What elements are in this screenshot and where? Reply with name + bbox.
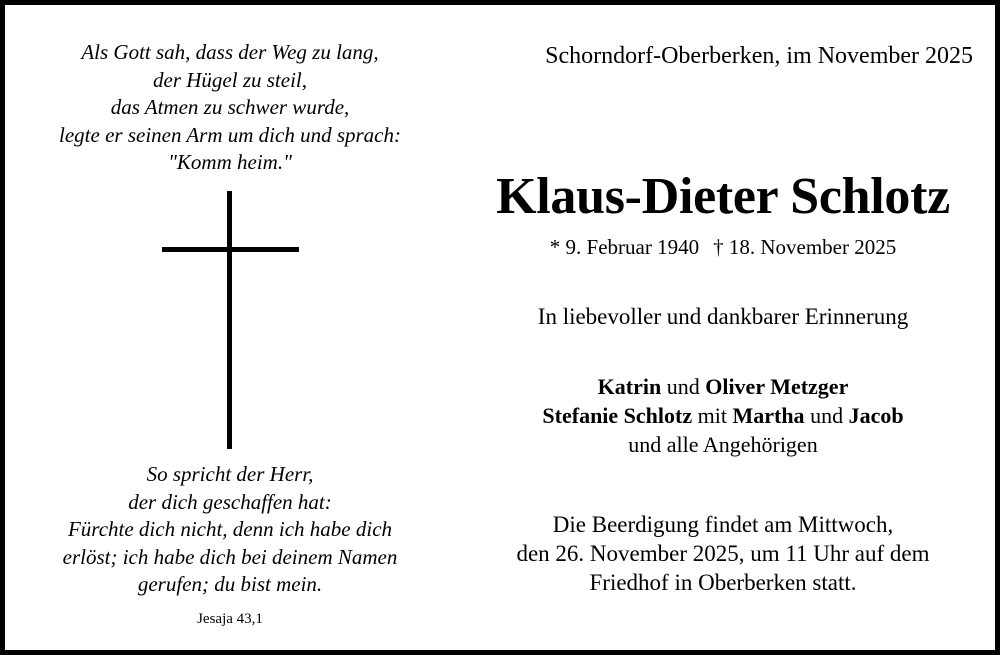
bible-verse: [15, 461, 445, 629]
funeral-line: den 26. November 2025, um 11 Uhr auf dem: [516, 541, 930, 566]
mourners: [463, 372, 983, 459]
bible-verse-line: So spricht der Herr,: [146, 462, 314, 486]
poem-top-line: der Hügel zu steil,: [153, 67, 307, 92]
funeral-info: [463, 510, 983, 597]
remembrance-text: In liebevoller und dankbarer Erinnerung: [537, 304, 909, 329]
life-dates: [463, 233, 983, 261]
poem-top-line: legte er seinen Arm um dich und sprach:: [59, 122, 401, 147]
cross-icon-horizontal: [162, 247, 299, 252]
bible-verse-source: Jesaja 43,1: [197, 610, 263, 627]
mourners-line: [463, 372, 983, 401]
joiner-text: und: [661, 374, 706, 399]
joiner-text: und: [804, 403, 849, 428]
mourners-line: [463, 401, 983, 430]
bible-verse-line: Fürchte dich nicht, denn ich habe dich: [67, 517, 393, 541]
bible-verse-line: der dich geschaffen hat:: [128, 489, 332, 514]
mourner-name: Katrin: [597, 374, 662, 399]
poem-top: [15, 39, 445, 177]
cross-icon-vertical: [227, 191, 232, 449]
death-date: † 18. November 2025: [713, 235, 897, 259]
poem-top-line: das Atmen zu schwer wurde,: [110, 95, 350, 119]
joiner-text: mit: [692, 403, 733, 428]
funeral-line: Die Beerdigung findet am Mittwoch,: [552, 512, 894, 537]
poem-top-line: "Komm heim.": [168, 150, 292, 174]
poem-top-line: Als Gott sah, dass der Weg zu lang,: [81, 40, 379, 64]
funeral-line: Friedhof in Oberberken statt.: [589, 570, 857, 595]
place-date: Schorndorf-Oberberken, im November 2025: [545, 43, 973, 69]
mourner-name: Jacob: [848, 403, 904, 428]
bible-verse-line: gerufen; du bist mein.: [137, 572, 323, 596]
deceased-name: Klaus-Dieter Schlotz: [496, 168, 950, 225]
birth-date: * 9. Februar 1940: [549, 235, 700, 259]
bible-verse-line: erlöst; ich habe dich bei deinem Namen: [62, 544, 398, 569]
mourner-name: Oliver Metzger: [705, 374, 849, 399]
mourners-line: und alle Angehörigen: [628, 432, 818, 457]
mourner-name: Stefanie Schlotz: [542, 403, 693, 428]
mourner-name: Martha: [732, 403, 805, 428]
